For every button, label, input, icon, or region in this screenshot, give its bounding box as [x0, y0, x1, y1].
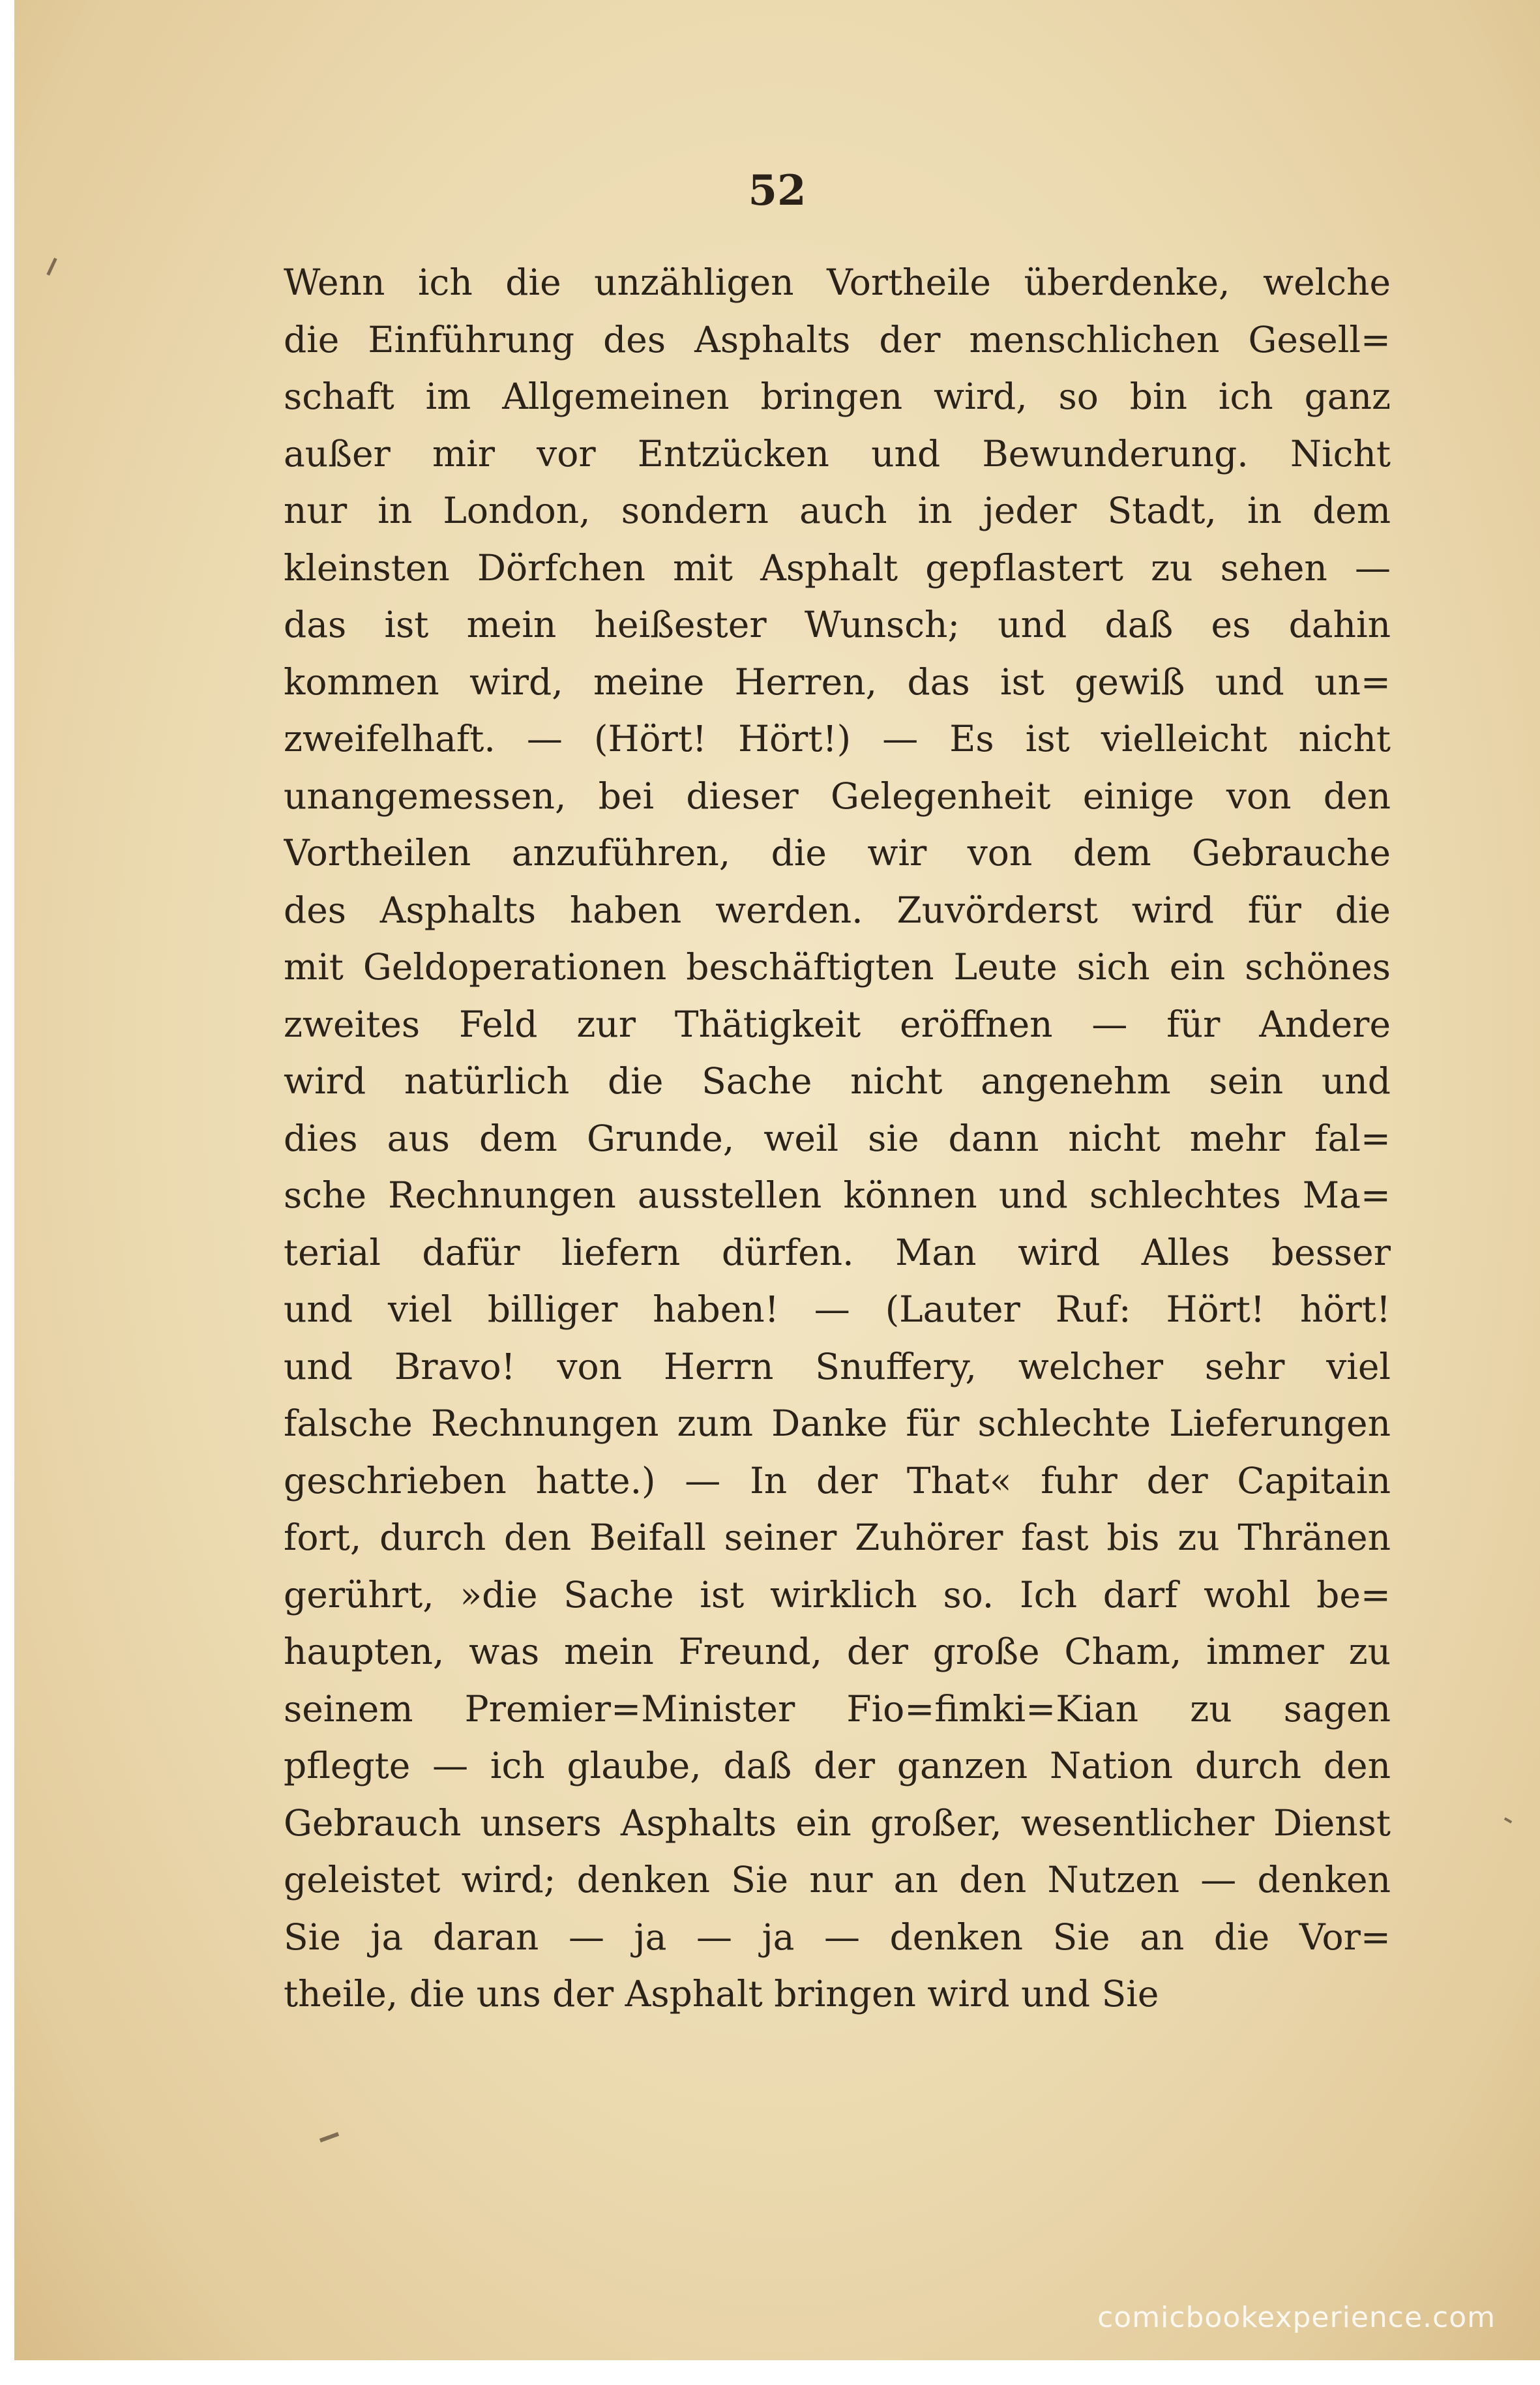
ink-speck [1504, 1817, 1512, 1823]
text-line: nur in London, sondern auch in jeder Stadt, in dem [284, 490, 1391, 531]
text-line: und viel billiger haben! — (Lauter Ruf: Hört! hört! [284, 1288, 1391, 1330]
text-line: mit Geldoperationen beschäftigten Leute sich ein schönes [284, 946, 1391, 988]
text-line: seinem Premier=Minister Fio=fimki=Kian zu sagen [284, 1687, 1391, 1730]
text-line: die Einführung des Asphalts der menschlichen Gesell= [284, 318, 1391, 361]
text-line: wird natürlich die Sache nicht angenehm sein und [284, 1060, 1391, 1102]
text-line: geschrieben hatte.) — In der That« fuhr der Capitain [284, 1459, 1391, 1502]
text-line: kommen wird, meine Herren, das ist gewiß und un= [284, 660, 1391, 703]
text-line: Gebrauch unsers Asphalts ein großer, wesentlicher Dienst [284, 1801, 1391, 1844]
text-line: des Asphalts haben werden. Zuvörderst wird für die [284, 889, 1391, 931]
book-page [14, 0, 1540, 2360]
text-line: geleistet wird; denken Sie nur an den Nutzen — denken [284, 1859, 1391, 1901]
text-line: Wenn ich die unzähligen Vortheile überdenke, welche [284, 261, 1391, 303]
text-line: und Bravo! von Herrn Snuffery, welcher sehr viel [284, 1345, 1391, 1387]
text-line: Vortheilen anzuführen, die wir von dem Gebrauche [284, 832, 1391, 874]
text-line: haupten, was mein Freund, der große Cham, immer zu [284, 1631, 1391, 1672]
text-line: außer mir vor Entzücken und Bewunderung. Nicht [284, 432, 1391, 475]
ink-speck [46, 258, 57, 275]
text-line: unangemessen, bei dieser Gelegenheit einige von den [284, 775, 1391, 817]
text-line: sche Rechnungen ausstellen können und schlechtes Ma= [284, 1174, 1391, 1216]
text-line: zweites Feld zur Thätigkeit eröffnen — für Andere [284, 1003, 1391, 1045]
text-line: terial dafür liefern dürfen. Man wird Alles besser [284, 1231, 1391, 1273]
text-line: schaft im Allgemeinen bringen wird, so bin ich ganz [284, 376, 1391, 417]
watermark: comicbookexperience.com [1097, 2301, 1496, 2334]
text-line: zweifelhaft. — (Hört! Hört!) — Es ist vielleicht nicht [284, 718, 1391, 760]
body-text [284, 254, 1391, 2023]
text-line: dies aus dem Grunde, weil sie dann nicht mehr fal= [284, 1117, 1391, 1159]
text-line: pflegte — ich glaube, daß der ganzen Nation durch den [284, 1745, 1391, 1786]
ink-speck [319, 2132, 339, 2142]
text-line: falsche Rechnungen zum Danke für schlechte Lieferungen [284, 1402, 1391, 1444]
text-line: kleinsten Dörfchen mit Asphalt gepflastert zu sehen — [284, 546, 1391, 589]
text-line: das ist mein heißester Wunsch; und daß es dahin [284, 604, 1391, 645]
page-number: 52 [748, 166, 807, 215]
text-line: Sie ja daran — ja — ja — denken Sie an die Vor= [284, 1916, 1391, 1958]
text-line: gerührt, »die Sache ist wirklich so. Ich darf wohl be= [284, 1573, 1391, 1616]
text-line: fort, durch den Beifall seiner Zuhörer fast bis zu Thränen [284, 1517, 1391, 1558]
text-line: theile, die uns der Asphalt bringen wird und Sie [284, 1973, 1159, 2015]
